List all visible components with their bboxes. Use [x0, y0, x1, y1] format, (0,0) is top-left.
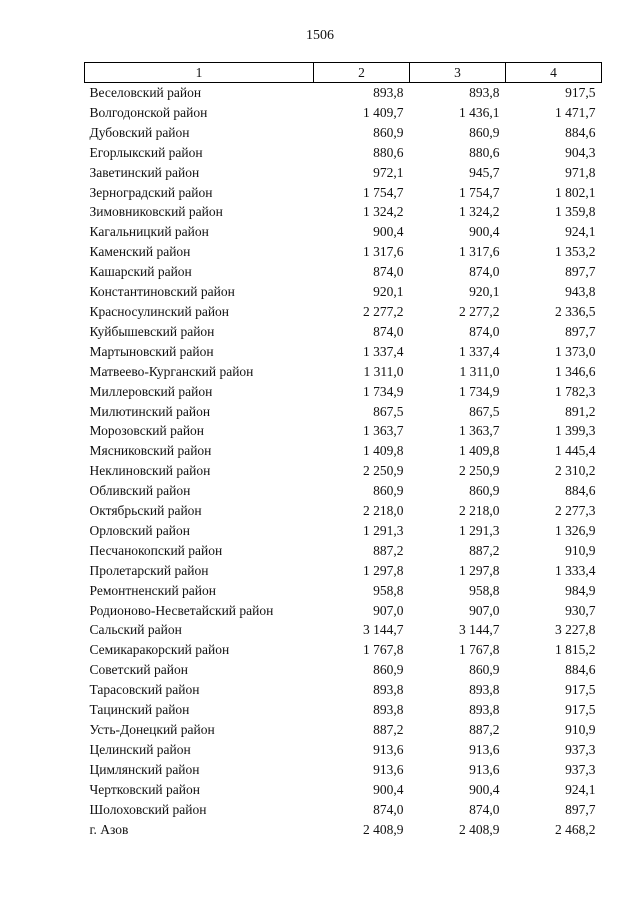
table-row — [85, 362, 602, 382]
value-col2-cell: 860,9 — [373, 124, 404, 140]
table-row — [85, 382, 602, 402]
value-col3-cell: 860,9 — [469, 662, 500, 678]
value-col2-cell: 3 144,7 — [363, 622, 404, 638]
data-table — [84, 62, 602, 839]
header-cell-3: 3 — [410, 63, 506, 83]
header-cell-1: 1 — [85, 63, 314, 83]
value-col4-cell: 917,5 — [565, 85, 596, 100]
value-col3-cell: 2 250,9 — [459, 463, 500, 479]
value-col4-cell: 904,3 — [565, 144, 596, 160]
value-col4-cell: 897,7 — [565, 323, 596, 339]
table-row — [85, 820, 602, 840]
table-row — [85, 620, 602, 640]
value-col2-cell: 1 734,9 — [363, 383, 404, 399]
district-name-cell: Кашарский район — [89, 264, 192, 280]
value-col4-cell: 924,1 — [565, 224, 596, 240]
district-name-cell: Красносулинский район — [89, 303, 230, 319]
value-col2-cell: 900,4 — [373, 224, 404, 240]
table-row — [85, 660, 602, 680]
value-col2-cell: 900,4 — [373, 781, 404, 797]
table-row — [85, 103, 602, 123]
value-col3-cell: 900,4 — [469, 781, 500, 797]
value-col3-cell: 913,6 — [469, 741, 500, 757]
value-col4-cell: 930,7 — [565, 602, 596, 618]
district-name-cell: Чертковский район — [89, 781, 200, 797]
district-name-cell: Миллеровский район — [89, 383, 213, 399]
district-name-cell: Орловский район — [89, 522, 190, 538]
value-col2-cell: 1 754,7 — [363, 184, 404, 200]
value-col2-cell: 920,1 — [373, 284, 404, 300]
value-col2-cell: 2 277,2 — [363, 303, 404, 319]
value-col4-cell: 1 802,1 — [555, 184, 596, 200]
value-col2-cell: 1 363,7 — [363, 423, 404, 439]
value-col4-cell: 910,9 — [565, 722, 596, 737]
district-name-cell: Сальский район — [89, 622, 182, 638]
district-name-cell: Ремонтненский район — [89, 582, 216, 598]
value-col3-cell: 907,0 — [469, 602, 500, 618]
table-row — [85, 222, 602, 242]
district-name-cell: Волгодонской район — [89, 104, 208, 120]
table-row — [85, 541, 602, 561]
table-row — [85, 421, 602, 441]
value-col3-cell: 900,4 — [469, 224, 500, 240]
value-col4-cell: 3 227,8 — [555, 622, 596, 638]
table-row — [85, 581, 602, 601]
value-col4-cell: 937,3 — [565, 761, 596, 777]
district-name-cell: Кагальницкий район — [89, 224, 209, 240]
value-col4-cell: 1 471,7 — [555, 104, 596, 120]
table-row — [85, 461, 602, 481]
district-name-cell: Обливский район — [89, 483, 191, 499]
table-row — [85, 680, 602, 700]
value-col4-cell: 943,8 — [565, 284, 596, 300]
table-row — [85, 521, 602, 541]
value-col4-cell: 2 468,2 — [555, 821, 596, 837]
value-col3-cell: 887,2 — [469, 542, 500, 558]
table-row — [85, 282, 602, 302]
district-name-cell: Куйбышевский район — [89, 323, 215, 339]
value-col4-cell: 1 346,6 — [555, 363, 596, 379]
district-name-cell: Шолоховский район — [89, 801, 207, 817]
value-col4-cell: 897,7 — [565, 264, 596, 280]
table-row — [85, 720, 602, 740]
table-row — [85, 123, 602, 143]
value-col3-cell: 874,0 — [469, 801, 500, 817]
district-name-cell: Семикаракорский район — [89, 642, 230, 658]
table-row — [85, 561, 602, 581]
table-row — [85, 601, 602, 621]
value-col2-cell: 874,0 — [373, 801, 404, 817]
value-col2-cell: 1 409,8 — [363, 443, 404, 459]
value-col4-cell: 1 359,8 — [555, 204, 596, 220]
district-name-cell: Пролетарский район — [89, 562, 209, 578]
value-col2-cell: 860,9 — [373, 483, 404, 499]
table-row — [85, 302, 602, 322]
value-col4-cell: 917,5 — [565, 682, 596, 698]
page-number: 1506 — [306, 28, 334, 43]
table-row — [85, 83, 602, 103]
value-col4-cell: 917,5 — [565, 702, 596, 718]
value-col3-cell: 893,8 — [469, 702, 500, 718]
table-row — [85, 501, 602, 521]
value-col3-cell: 1 767,8 — [459, 642, 500, 658]
value-col4-cell: 984,9 — [565, 582, 596, 598]
district-name-cell: Мартыновский район — [89, 343, 214, 359]
value-col2-cell: 874,0 — [373, 264, 404, 280]
value-col3-cell: 913,6 — [469, 761, 500, 777]
value-col4-cell: 910,9 — [565, 542, 596, 558]
value-col4-cell: 1 782,3 — [555, 383, 596, 399]
value-col4-cell: 1 373,0 — [555, 343, 596, 359]
district-name-cell: Усть-Донецкий район — [89, 722, 215, 737]
district-name-cell: Тарасовский район — [89, 682, 200, 698]
header-row — [85, 63, 602, 83]
table-row — [85, 202, 602, 222]
value-col3-cell: 2 408,9 — [459, 821, 500, 837]
value-col2-cell: 893,8 — [373, 85, 404, 100]
value-col3-cell: 1 317,6 — [459, 244, 500, 260]
district-name-cell: Константиновский район — [89, 284, 235, 300]
value-col4-cell: 971,8 — [565, 164, 596, 180]
value-col2-cell: 1 291,3 — [363, 522, 404, 538]
value-col3-cell: 874,0 — [469, 323, 500, 339]
value-col3-cell: 867,5 — [469, 403, 500, 419]
value-col4-cell: 2 336,5 — [555, 303, 596, 319]
district-name-cell: Целинский район — [89, 741, 191, 757]
value-col4-cell: 1 333,4 — [555, 562, 596, 578]
value-col3-cell: 1 754,7 — [459, 184, 500, 200]
table-header — [85, 63, 602, 83]
value-col2-cell: 867,5 — [373, 403, 404, 419]
district-name-cell: Неклиновский район — [89, 463, 211, 479]
header-cell-2: 2 — [314, 63, 410, 83]
value-col2-cell: 2 218,0 — [363, 503, 404, 519]
value-col2-cell: 1 311,0 — [363, 363, 404, 379]
value-col2-cell: 972,1 — [373, 164, 404, 180]
value-col4-cell: 937,3 — [565, 741, 596, 757]
value-col3-cell: 1 297,8 — [459, 562, 500, 578]
value-col4-cell: 891,2 — [565, 403, 596, 419]
value-col3-cell: 945,7 — [469, 164, 500, 180]
value-col3-cell: 860,9 — [469, 124, 500, 140]
table-row — [85, 441, 602, 461]
value-col2-cell: 1 337,4 — [363, 343, 404, 359]
value-col2-cell: 880,6 — [373, 144, 404, 160]
table-body — [85, 83, 602, 840]
value-col3-cell: 2 277,2 — [459, 303, 500, 319]
value-col4-cell: 1 326,9 — [555, 522, 596, 538]
value-col4-cell: 2 277,3 — [555, 503, 596, 519]
value-col2-cell: 874,0 — [373, 323, 404, 339]
value-col3-cell: 1 734,9 — [459, 383, 500, 399]
district-name-cell: Советский район — [89, 662, 188, 678]
value-col3-cell: 893,8 — [469, 85, 500, 100]
value-col3-cell: 860,9 — [469, 483, 500, 499]
value-col2-cell: 913,6 — [373, 741, 404, 757]
value-col3-cell: 1 409,8 — [459, 443, 500, 459]
table-row — [85, 800, 602, 820]
value-col4-cell: 884,6 — [565, 124, 596, 140]
table-row — [85, 780, 602, 800]
table-row — [85, 700, 602, 720]
table-row — [85, 342, 602, 362]
district-name-cell: Морозовский район — [89, 423, 205, 439]
district-name-cell: Песчанокопский район — [89, 542, 223, 558]
value-col2-cell: 2 250,9 — [363, 463, 404, 479]
district-name-cell: Зерноградский район — [89, 184, 213, 200]
value-col4-cell: 884,6 — [565, 662, 596, 678]
district-name-cell: Милютинский район — [89, 403, 211, 419]
value-col3-cell: 880,6 — [469, 144, 500, 160]
value-col2-cell: 893,8 — [373, 702, 404, 718]
value-col2-cell: 893,8 — [373, 682, 404, 698]
value-col2-cell: 1 324,2 — [363, 204, 404, 220]
value-col3-cell: 887,2 — [469, 722, 500, 737]
district-name-cell: Мясниковский район — [89, 443, 212, 459]
value-col2-cell: 860,9 — [373, 662, 404, 678]
district-name-cell: Тацинский район — [89, 702, 190, 718]
value-col3-cell: 874,0 — [469, 264, 500, 280]
table-row — [85, 760, 602, 780]
value-col3-cell: 1 291,3 — [459, 522, 500, 538]
table-row — [85, 402, 602, 422]
value-col2-cell: 887,2 — [373, 722, 404, 737]
value-col3-cell: 958,8 — [469, 582, 500, 598]
value-col2-cell: 913,6 — [373, 761, 404, 777]
value-col3-cell: 1 337,4 — [459, 343, 500, 359]
value-col2-cell: 958,8 — [373, 582, 404, 598]
value-col3-cell: 1 436,1 — [459, 104, 500, 120]
table-row — [85, 242, 602, 262]
value-col3-cell: 1 311,0 — [459, 363, 500, 379]
district-name-cell: Веселовский район — [89, 85, 202, 100]
district-name-cell: Каменский район — [89, 244, 191, 260]
value-col4-cell: 1 815,2 — [555, 642, 596, 658]
table-row — [85, 481, 602, 501]
value-col2-cell: 1 317,6 — [363, 244, 404, 260]
district-name-cell: Матвеево-Курганский район — [89, 363, 254, 379]
table-row — [85, 183, 602, 203]
value-col4-cell: 884,6 — [565, 483, 596, 499]
table-row — [85, 262, 602, 282]
value-col4-cell: 897,7 — [565, 801, 596, 817]
table-row — [85, 322, 602, 342]
value-col3-cell: 1 324,2 — [459, 204, 500, 220]
district-name-cell: Зимовниковский район — [89, 204, 223, 220]
value-col3-cell: 2 218,0 — [459, 503, 500, 519]
value-col2-cell: 1 409,7 — [363, 104, 404, 120]
district-name-cell: Дубовский район — [89, 124, 190, 140]
value-col2-cell: 907,0 — [373, 602, 404, 618]
header-cell-4: 4 — [506, 63, 602, 83]
value-col3-cell: 920,1 — [469, 284, 500, 300]
value-col3-cell: 893,8 — [469, 682, 500, 698]
value-col4-cell: 1 399,3 — [555, 423, 596, 439]
value-col3-cell: 1 363,7 — [459, 423, 500, 439]
table-row — [85, 143, 602, 163]
value-col4-cell: 1 445,4 — [555, 443, 596, 459]
value-col4-cell: 924,1 — [565, 781, 596, 797]
value-col2-cell: 887,2 — [373, 542, 404, 558]
district-name-cell: Родионово-Несветайский район — [89, 602, 274, 618]
value-col3-cell: 3 144,7 — [459, 622, 500, 638]
value-col2-cell: 1 297,8 — [363, 562, 404, 578]
district-name-cell: г. Азов — [89, 821, 129, 837]
value-col2-cell: 2 408,9 — [363, 821, 404, 837]
district-name-cell: Заветинский район — [89, 164, 200, 180]
district-name-cell: Цимлянский район — [89, 761, 200, 777]
district-name-cell: Егорлыкский район — [89, 144, 203, 160]
table-row — [85, 640, 602, 660]
table-row — [85, 740, 602, 760]
value-col4-cell: 1 353,2 — [555, 244, 596, 260]
value-col2-cell: 1 767,8 — [363, 642, 404, 658]
district-name-cell: Октябрьский район — [89, 503, 202, 519]
value-col4-cell: 2 310,2 — [555, 463, 596, 479]
table-row — [85, 163, 602, 183]
